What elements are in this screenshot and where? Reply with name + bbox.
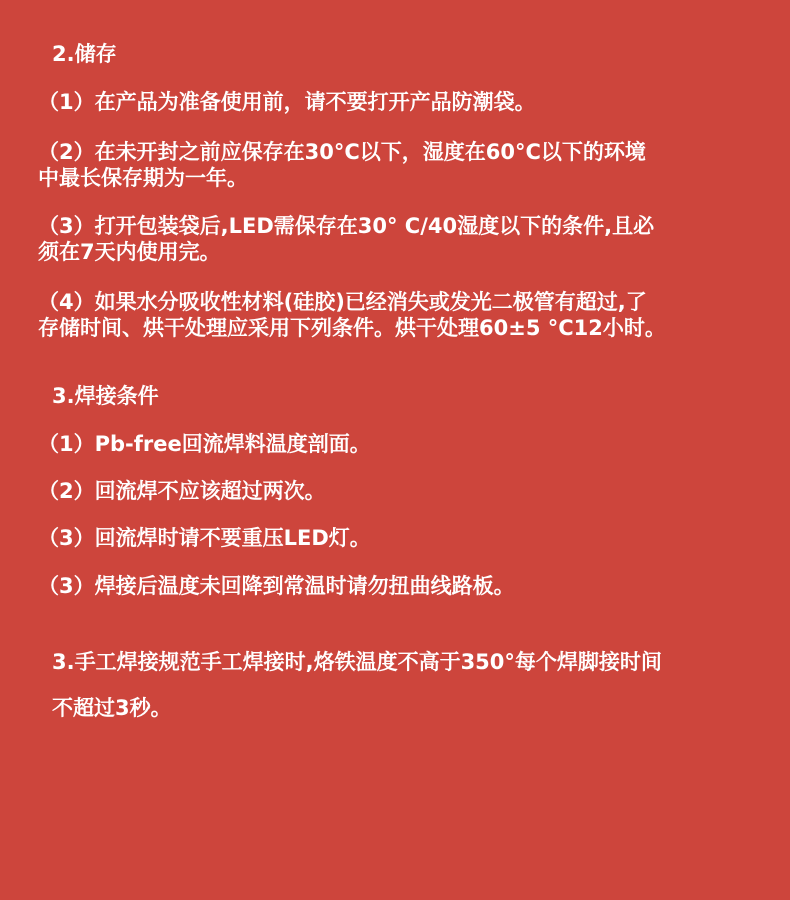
soldering-item-4: （3）焊接后温度未回降到常温时请勿扭曲线路板。 — [38, 574, 515, 598]
manual-soldering-line-1: 3.手工焊接规范手工焊接时,烙铁温度不高于350°每个焊脚接时间 — [52, 650, 662, 674]
storage-item-1: （1）在产品为准备使用前，请不要打开产品防潮袋。 — [38, 90, 536, 114]
storage-item-3-cont: 须在7天内使用完。 — [38, 240, 221, 264]
storage-item-2: （2）在未开封之前应保存在30°C以下，湿度在60°C以下的环境 — [38, 140, 646, 164]
manual-soldering-line-2: 不超过3秒。 — [52, 696, 172, 720]
soldering-item-3: （3）回流焊时请不要重压LED灯。 — [38, 526, 371, 550]
soldering-heading: 3.焊接条件 — [52, 384, 159, 408]
storage-item-2-cont: 中最长保存期为一年。 — [38, 166, 248, 190]
soldering-item-2: （2）回流焊不应该超过两次。 — [38, 479, 326, 503]
storage-item-4: （4）如果水分吸收性材料(硅胶)已经消失或发光二极管有超过,了 — [38, 290, 647, 314]
storage-item-3: （3）打开包装袋后,LED需保存在30° C/40湿度以下的条件,且必 — [38, 214, 655, 238]
storage-item-4-cont: 存储时间、烘干处理应采用下列条件。烘干处理60±5 °C12小时。 — [38, 316, 666, 340]
soldering-item-1: （1）Pb-free回流焊料温度剖面。 — [38, 432, 371, 456]
storage-heading: 2.储存 — [52, 42, 117, 66]
